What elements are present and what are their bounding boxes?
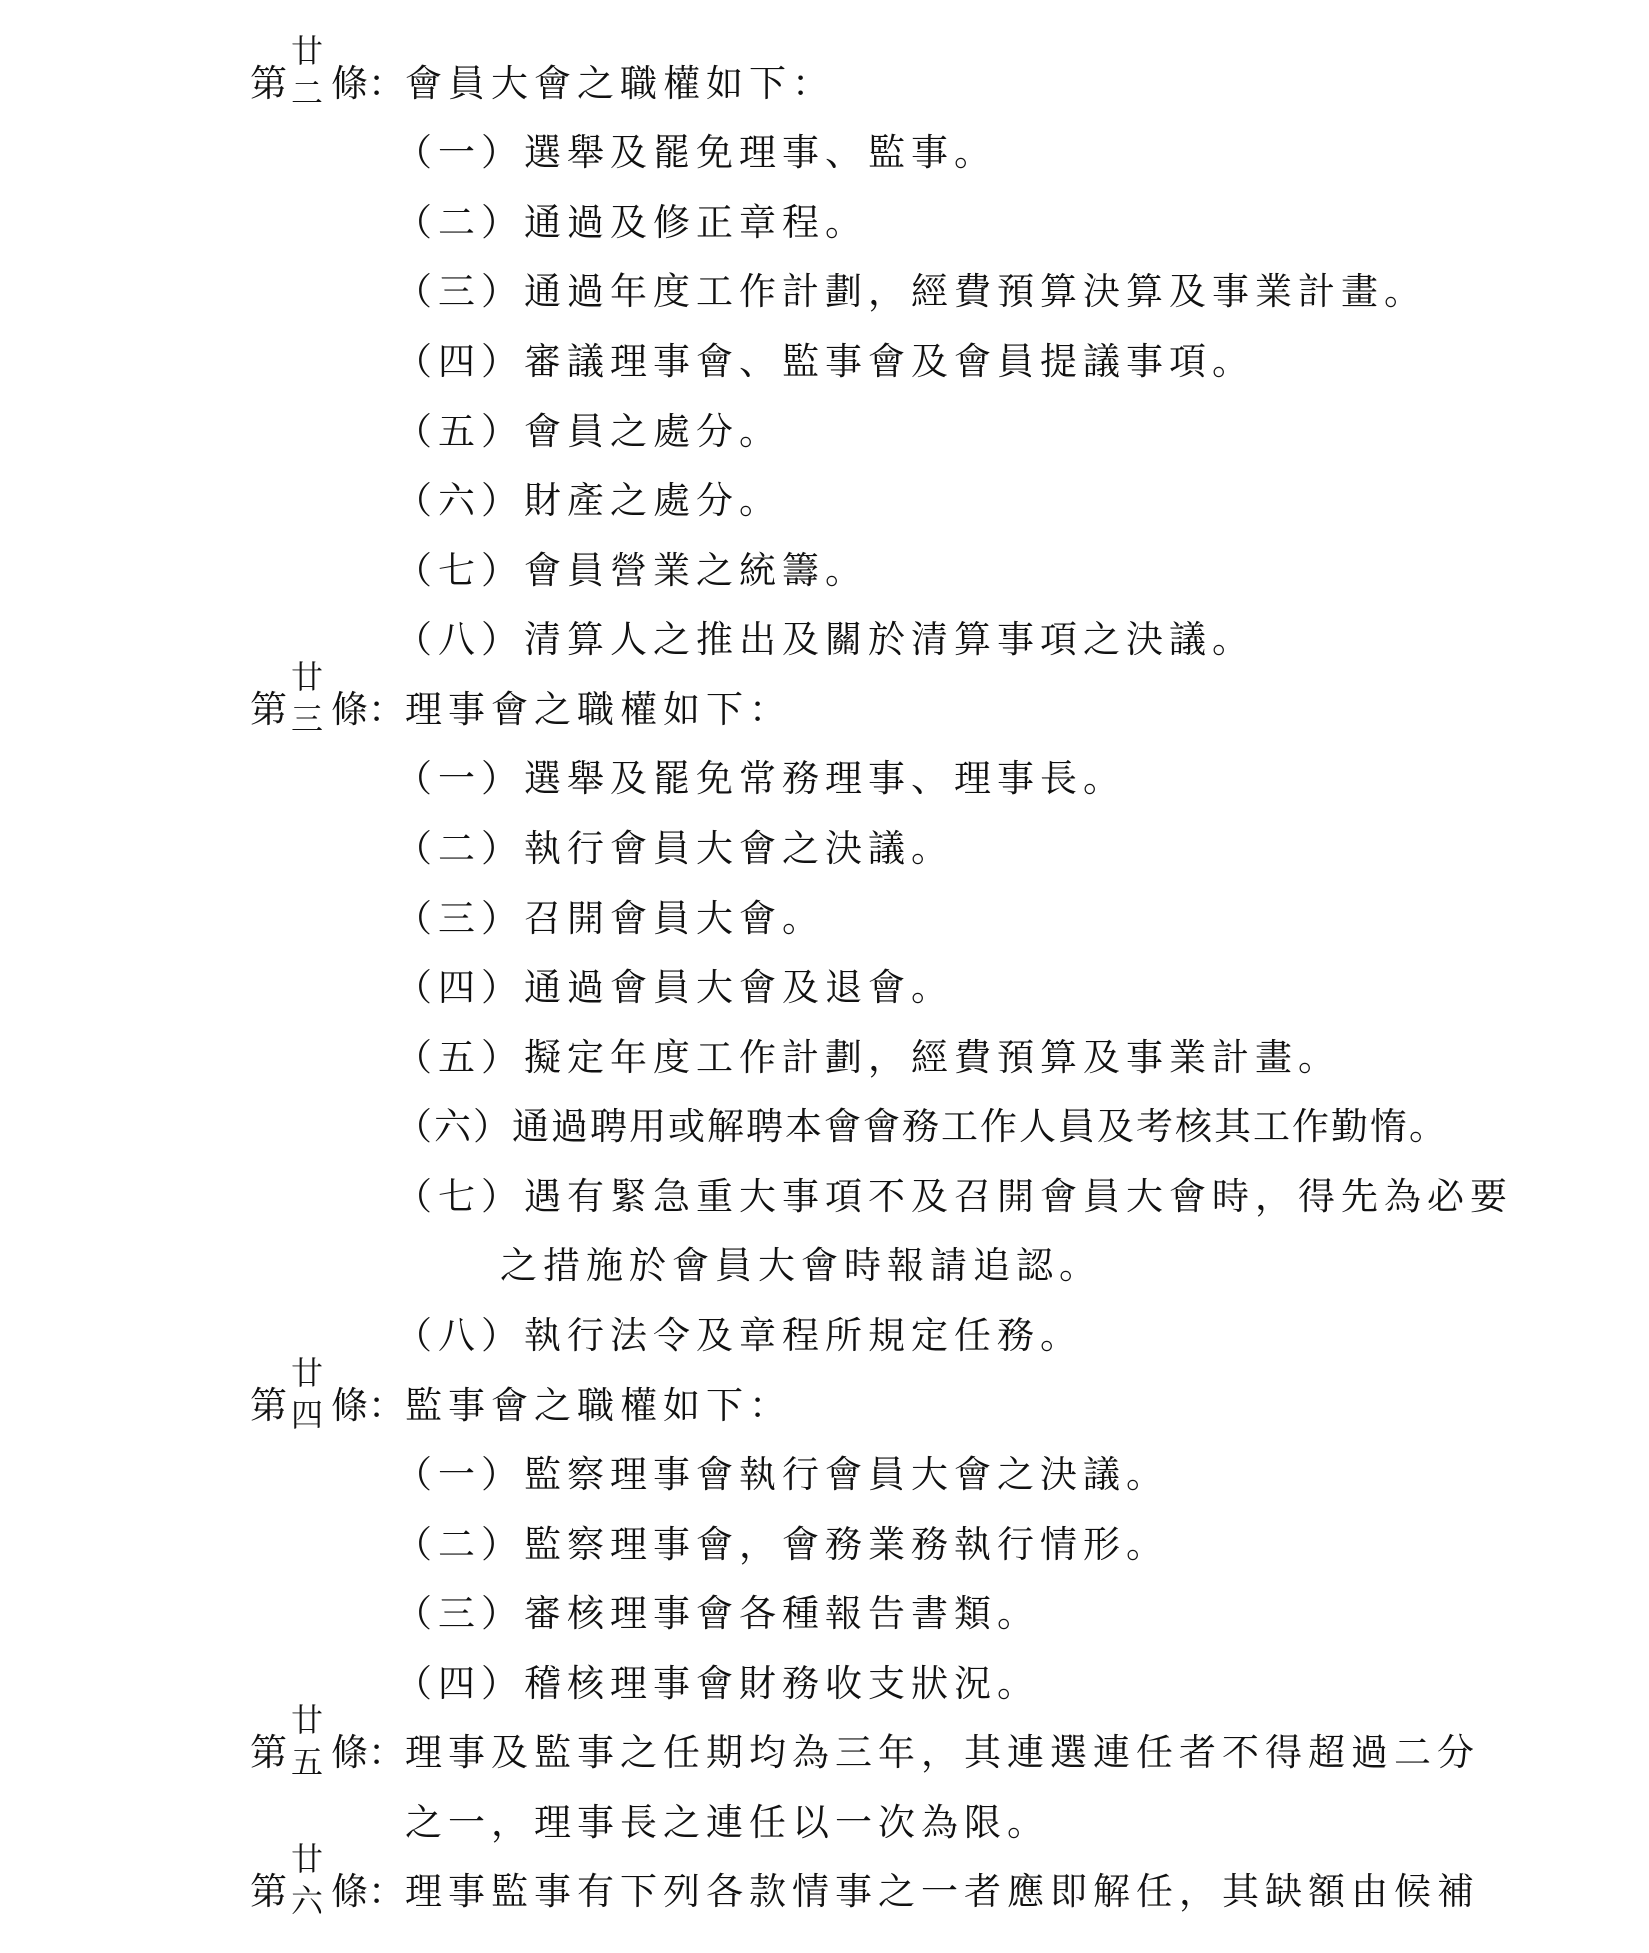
list-item [395,966,954,1010]
article-number [287,32,331,112]
item-text: 稽核理事會財務收支狀況。 [524,1662,1040,1705]
item-number: （四） [395,966,524,1009]
article-number-units: 四 [291,1396,324,1434]
list-item [395,1036,1341,1080]
list-item [395,201,868,245]
list-item [395,479,782,523]
item-text: 通過及修正章程。 [524,201,868,244]
article-number-units: 三 [291,700,324,738]
list-item [395,1175,1513,1219]
article-suffix: 條： [331,688,405,731]
article-prefix: 第 [250,1870,287,1913]
item-text: 審議理事會、監事會及會員提議事項。 [524,340,1255,383]
list-item [395,1453,1169,1497]
list-item [395,1592,1040,1636]
list-item [395,549,868,593]
article-number-tens: 廿 [291,1354,324,1392]
item-text: 擬定年度工作計劃，經費預算及事業計畫。 [524,1036,1341,1079]
article-continuation [405,1801,1050,1845]
item-number: （三） [395,270,524,313]
article-25-heading [250,1701,1480,1781]
item-text: 財產之處分。 [524,479,782,522]
item-number: （四） [395,1662,524,1705]
item-number: （五） [395,1036,524,1079]
item-number: （二） [395,827,524,870]
item-text: 監察理事會，會務業務執行情形。 [524,1523,1169,1566]
item-number: （八） [395,1314,524,1357]
item-text: 執行法令及章程所規定任務。 [524,1314,1083,1357]
article-number-tens: 廿 [291,658,324,696]
list-item [395,1105,1448,1149]
item-number: （七） [395,549,524,592]
item-number: （二） [395,1523,524,1566]
article-24-heading [250,1354,792,1434]
article-prefix: 第 [250,62,287,105]
item-number: （一） [395,131,524,174]
article-suffix: 條： [331,1870,405,1913]
article-title: 會員大會之職權如下： [405,62,835,105]
article-number-tens: 廿 [291,1701,324,1739]
article-22-heading [250,32,835,112]
list-item [395,1662,1040,1706]
item-text: 通過年度工作計劃，經費預算決算及事業計畫。 [524,270,1427,313]
item-text: 之措施於會員大會時報請追認。 [500,1244,1102,1287]
item-number: （三） [395,1592,524,1635]
article-prefix: 第 [250,1731,287,1774]
list-item [395,1523,1169,1567]
item-number: （六） [395,1105,512,1148]
article-number-tens: 廿 [291,1840,324,1878]
list-item [395,410,782,454]
article-23-heading [250,658,792,738]
article-title: 理事監事有下列各款情事之一者應即解任，其缺額由候補 [405,1870,1480,1913]
article-number [287,658,331,738]
list-item [395,131,997,175]
item-text: 選舉及罷免常務理事、理事長。 [524,757,1126,800]
article-title: 理事會之職權如下： [405,688,792,731]
article-number-units: 五 [291,1743,324,1781]
list-item [395,897,825,941]
list-item [395,757,1126,801]
item-number: （一） [395,1453,524,1496]
article-number-tens: 廿 [291,32,324,70]
item-text: 監察理事會執行會員大會之決議。 [524,1453,1169,1496]
item-number: （五） [395,410,524,453]
article-number-units: 六 [291,1882,324,1920]
article-text: 之一，理事長之連任以一次為限。 [405,1801,1050,1844]
article-26-heading [250,1840,1480,1920]
item-number: （二） [395,201,524,244]
item-number: （七） [395,1175,524,1218]
article-prefix: 第 [250,688,287,731]
list-item-continuation [500,1244,1102,1288]
item-number: （三） [395,897,524,940]
item-text: 選舉及罷免理事、監事。 [524,131,997,174]
item-number: （一） [395,757,524,800]
item-number: （八） [395,618,524,661]
article-suffix: 條： [331,1384,405,1427]
article-title: 監事會之職權如下： [405,1384,792,1427]
item-text: 清算人之推出及關於清算事項之決議。 [524,618,1255,661]
article-title: 理事及監事之任期均為三年，其連選連任者不得超過二分 [405,1731,1480,1774]
article-number [287,1840,331,1920]
list-item [395,270,1427,314]
list-item [395,1314,1083,1358]
article-suffix: 條： [331,1731,405,1774]
item-text: 會員營業之統籌。 [524,549,868,592]
list-item [395,827,954,871]
item-text: 執行會員大會之決議。 [524,827,954,870]
item-text: 會員之處分。 [524,410,782,453]
item-text: 審核理事會各種報告書類。 [524,1592,1040,1635]
item-text: 通過聘用或解聘本會會務工作人員及考核其工作勤惰。 [512,1105,1448,1148]
article-number [287,1354,331,1434]
article-number [287,1701,331,1781]
article-suffix: 條： [331,62,405,105]
item-text: 通過會員大會及退會。 [524,966,954,1009]
item-number: （六） [395,479,524,522]
item-text: 遇有緊急重大事項不及召開會員大會時，得先為必要 [524,1175,1513,1218]
item-number: （四） [395,340,524,383]
article-prefix: 第 [250,1384,287,1427]
list-item [395,618,1255,662]
list-item [395,340,1255,384]
item-text: 召開會員大會。 [524,897,825,940]
article-number-units: 二 [291,74,324,112]
